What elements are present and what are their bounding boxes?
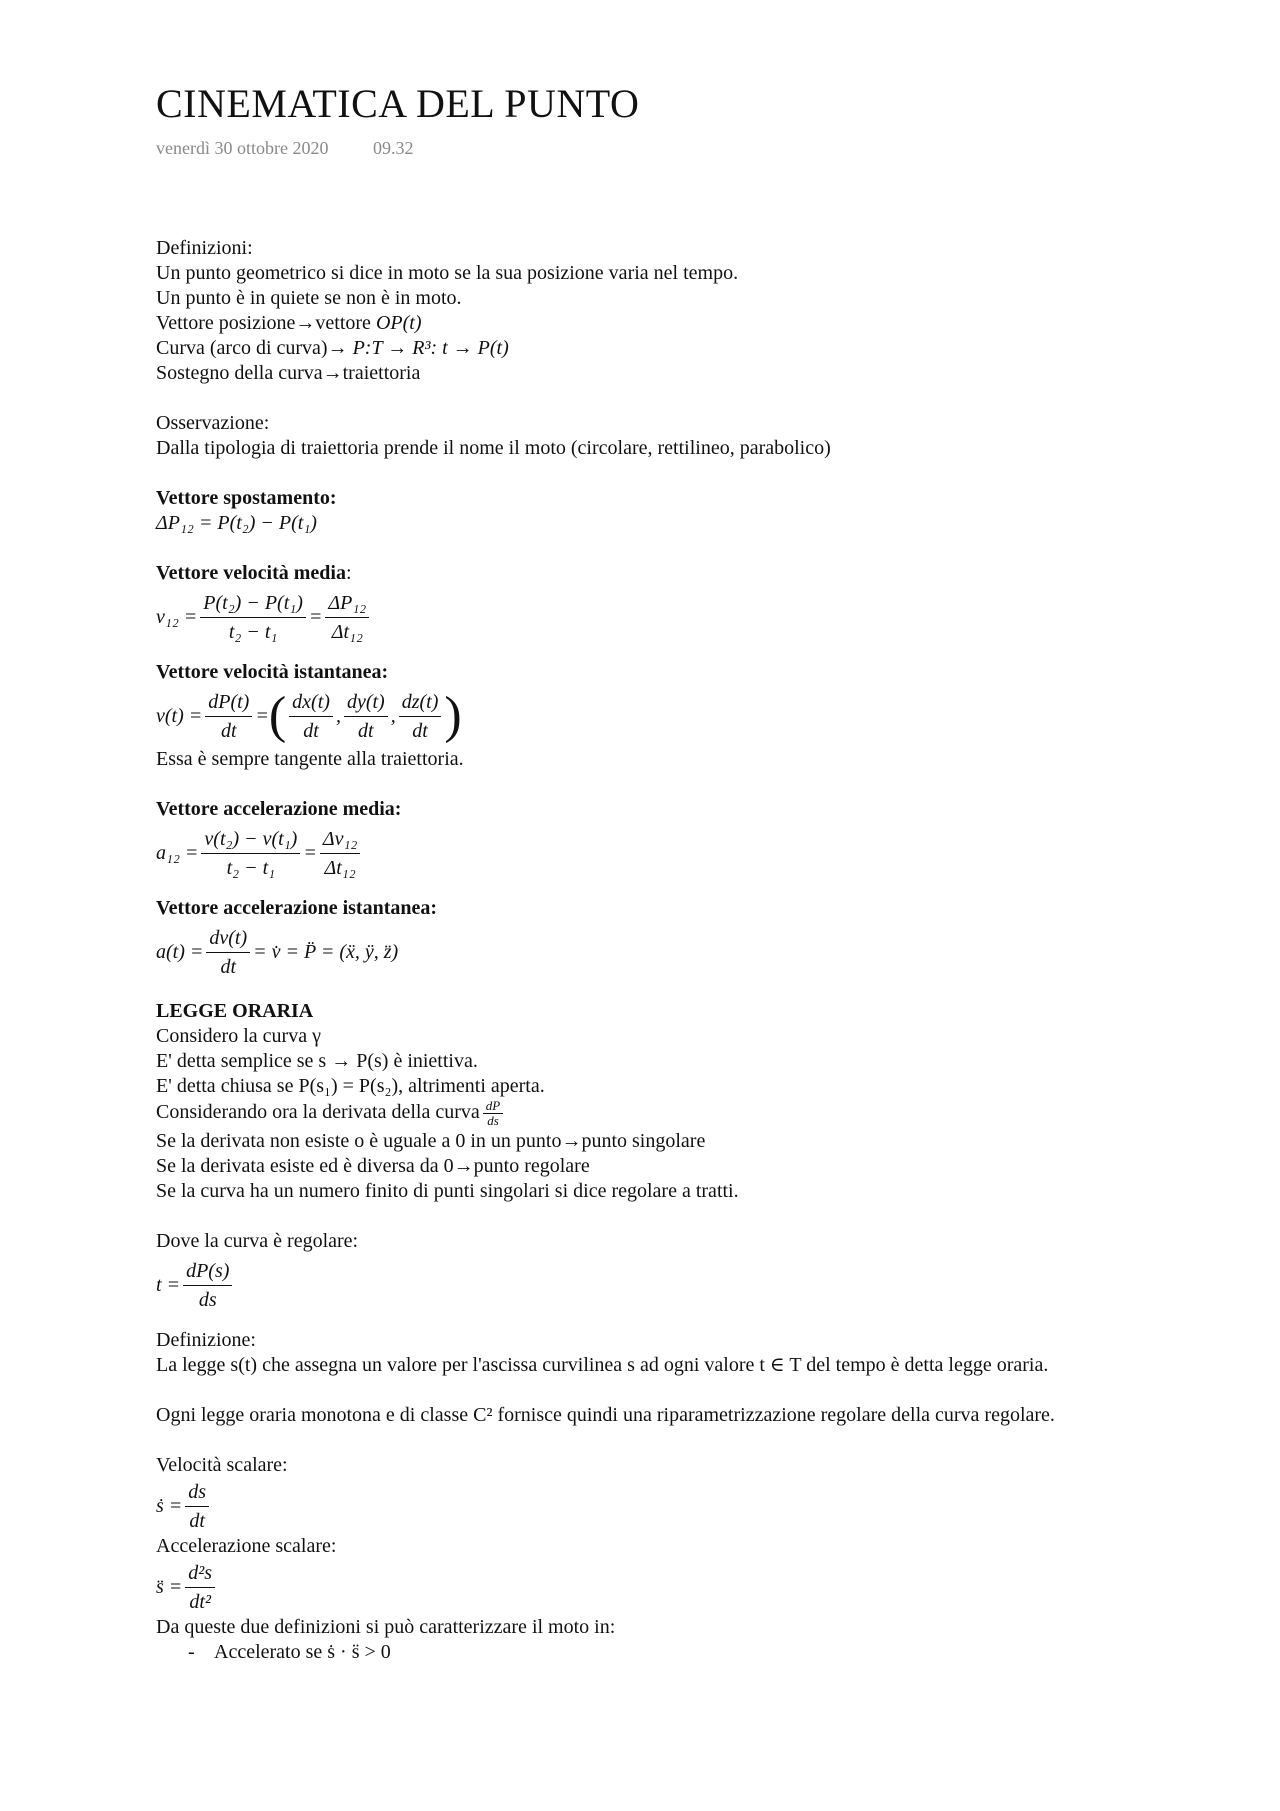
time-law-heading: LEGGE ORARIA bbox=[156, 1000, 314, 1022]
observation-heading: Osservazione: bbox=[156, 412, 270, 434]
page-date: venerdì 30 ottobre 2020 bbox=[156, 138, 329, 158]
avg-acceleration-formula: a₁₂ = $\frac{\text{v(t₂) − v(t₁)}}{\text{t₂ − t₁}}$ = $\frac{\text{Δv₁₂}}{\text{Δt₁₂}}$ bbox=[156, 822, 1136, 884]
acceleration-heading: Accelerazione scalare: bbox=[156, 1535, 337, 1557]
tangent-formula: t = $\frac{dP(s)}{ds}$ bbox=[156, 1254, 1136, 1316]
inst-acceleration-formula: a(t) = $\frac{dv(t)}{dt}$ = v̇ = P̈ = (ẍ, ÿ, z̈) bbox=[156, 921, 1136, 983]
definition2-heading: Definizione: bbox=[156, 1329, 256, 1351]
page-time: 09.32 bbox=[372, 138, 414, 158]
avg-velocity-heading: Vettore velocità media: bbox=[156, 562, 352, 584]
displacement-heading: Vettore spostamento: bbox=[156, 487, 337, 509]
time-law-line: Considerando ora la derivata della curva $\frac{dP}{ds}$ bbox=[156, 1099, 1136, 1129]
definition-line: Un punto è in quiete se non è in moto. bbox=[156, 287, 462, 309]
time-law-line: E' detta chiusa se P(s₁) = P(s₂), altrimenti aperta. bbox=[156, 1075, 545, 1097]
page-meta bbox=[156, 138, 453, 159]
math-expression: P:T → R³: t → P(t) bbox=[352, 337, 509, 359]
time-law-line: Se la curva ha un numero finito di punti singolari si dice regolare a tratti. bbox=[156, 1180, 739, 1202]
time-law-line: Se la derivata non esiste o è uguale a 0 in un punto→punto singolare bbox=[156, 1130, 706, 1152]
speed-heading: Velocità scalare: bbox=[156, 1454, 288, 1476]
definition-line: Sostegno della curva→traiettoria bbox=[156, 362, 421, 384]
avg-acceleration-heading: Vettore accelerazione media: bbox=[156, 798, 402, 820]
time-law-line: Considero la curva γ bbox=[156, 1025, 321, 1047]
inst-velocity-formula: v(t) = $\frac{dP(t)}{dt}$ = ( $\frac{dx(t)}{dt}$ , $\frac{dy(t)}{dt}$ , $\frac{dz(t)}{dt}$ ) bbox=[156, 687, 462, 744]
definition-line: Curva (arco di curva)→ P:T → R³: t → P(t) bbox=[156, 337, 509, 359]
acceleration-formula: s̈ = $\frac{\text{d²s}}{\text{dt²}}$ bbox=[156, 1559, 1136, 1615]
definition-line: Un punto geometrico si dice in moto se la sua posizione varia nel tempo. bbox=[156, 262, 739, 284]
observation-text: Dalla tipologia di traiettoria prende il nome il moto (circolare, rettilineo, parabolico) bbox=[156, 437, 831, 459]
time-law-line: E' detta semplice se s → P(s) è iniettiva. bbox=[156, 1050, 478, 1072]
regular-heading: Dove la curva è regolare: bbox=[156, 1230, 359, 1252]
inst-velocity-heading: Vettore velocità istantanea: bbox=[156, 661, 389, 683]
monotone-text: Ogni legge oraria monotona e di classe C² fornisce quindi una riparametrizzazione regolare della curva regolare. bbox=[156, 1404, 1055, 1426]
characterize-text: Da queste due definizioni si può caratterizzare il moto in: bbox=[156, 1616, 616, 1638]
inst-acceleration-heading: Vettore accelerazione istantanea: bbox=[156, 897, 438, 919]
definition2-text: La legge s(t) che assegna un valore per l'ascissa curvilinea s ad ogni valore t ∈ T del tempo è detta legge oraria. bbox=[156, 1354, 1049, 1376]
note-body bbox=[156, 236, 1136, 1665]
displacement-formula: ΔP₁₂ = P(t₂) − P(t₁) bbox=[156, 512, 317, 534]
inst-velocity-note: Essa è sempre tangente alla traiettoria. bbox=[156, 748, 464, 770]
speed-formula: ṡ = $\frac{ds}{dt}$ bbox=[156, 1478, 1136, 1534]
math-expression: OP(t) bbox=[375, 312, 422, 334]
time-law-line: Se la derivata esiste ed è diversa da 0→punto regolare bbox=[156, 1155, 590, 1177]
list-item: - Accelerato se ṡ · s̈ > 0 bbox=[188, 1641, 391, 1663]
definitions-heading: Definizioni: bbox=[156, 237, 253, 259]
page-title: CINEMATICA DEL PUNTO bbox=[156, 81, 640, 126]
definition-line: Vettore posizione→vettore OP(t) bbox=[156, 312, 422, 334]
avg-velocity-formula: v₁₂ = $\frac{\text{P(t₂) − P(t₁)}}{\text{t₂ − t₁}}$ = $\frac{\text{ΔP₁₂}}{\text{Δt₁₂}}$ bbox=[156, 586, 1136, 648]
